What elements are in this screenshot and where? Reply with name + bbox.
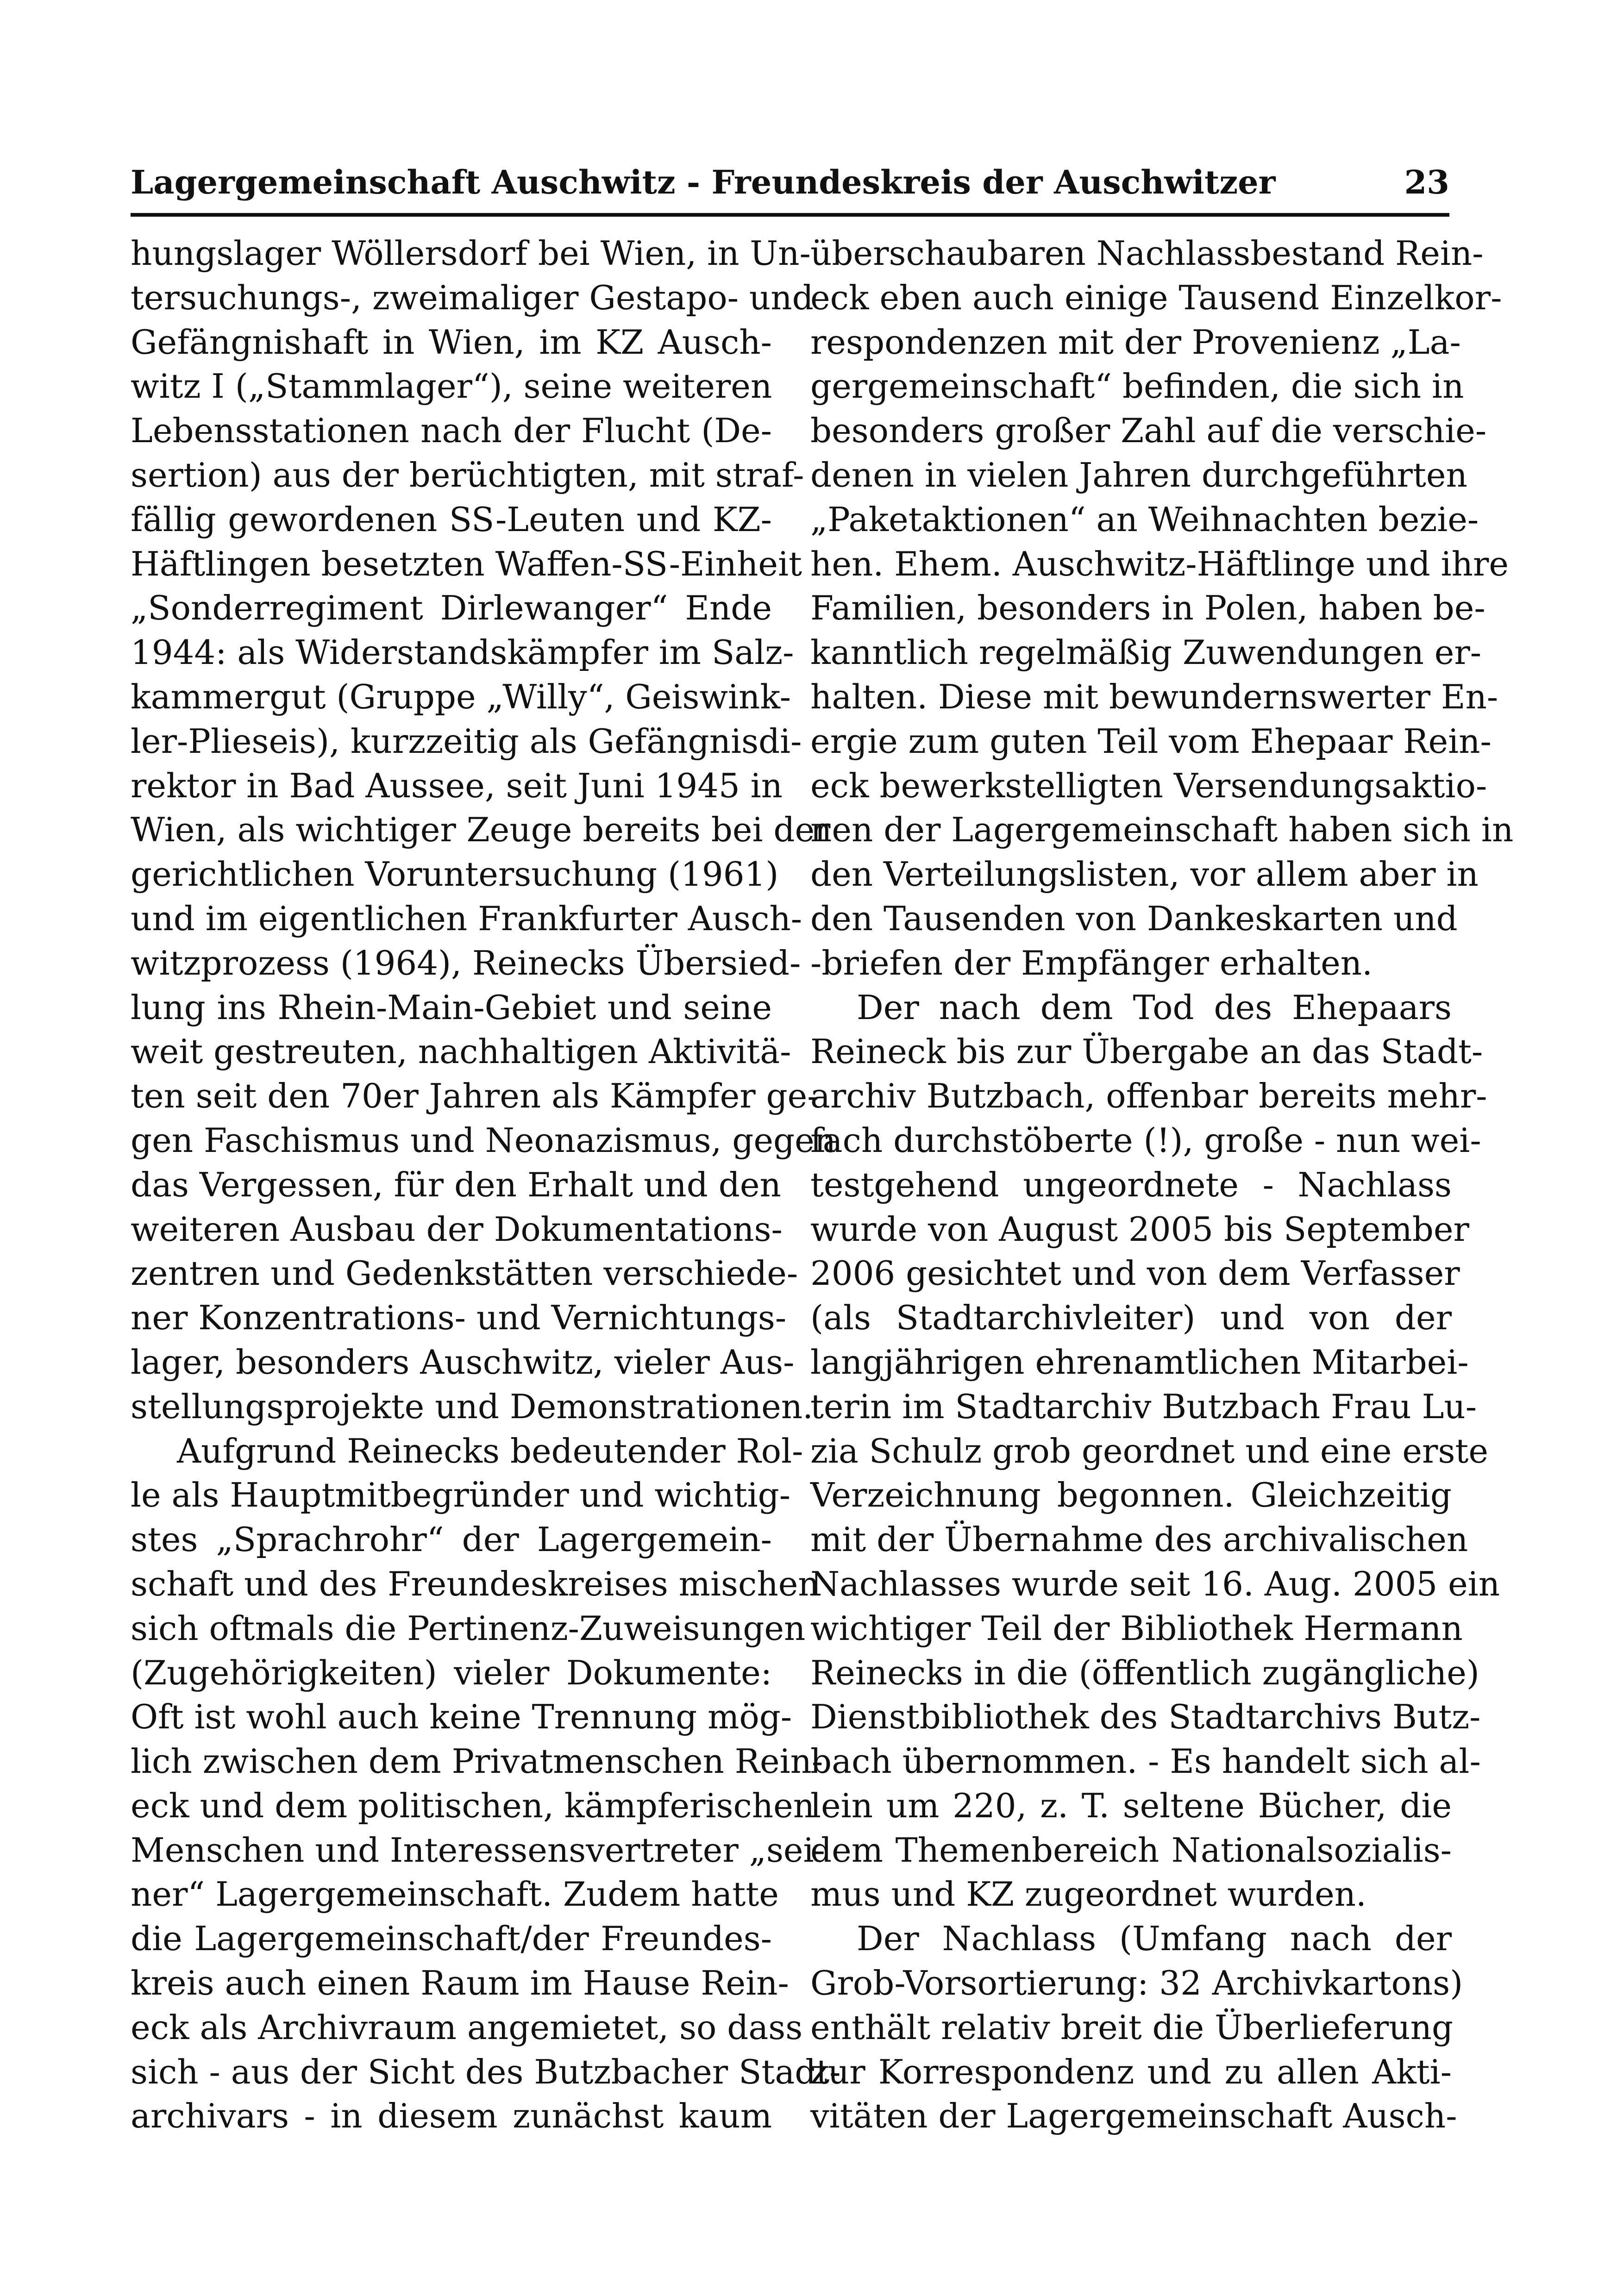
text-line: zentren und Gedenkstätten verschiede- xyxy=(131,1254,798,1293)
text-line: witzprozess (1964), Reinecks Übersied- xyxy=(131,943,801,982)
header-title: Lagergemeinschaft Auschwitz - Freundeskreis der Auschwitzer xyxy=(131,163,1276,201)
running-header xyxy=(131,153,1449,217)
text-line: lung ins Rhein-Main-Gebiet und seine xyxy=(131,988,772,1027)
text-line: denen in vielen Jahren durchgeführten xyxy=(810,455,1467,494)
text-line: Dienstbibliothek des Stadtarchivs Butz- xyxy=(810,1697,1481,1737)
text-line: weiteren Ausbau der Dokumentations- xyxy=(131,1209,783,1249)
text-line: testgehend ungeordnete - Nachlass xyxy=(810,1165,1452,1204)
text-line: weit gestreuten, nachhaltigen Aktivitä- xyxy=(131,1032,791,1071)
text-line: hen. Ehem. Auschwitz-Häftlinge und ihre xyxy=(810,544,1509,583)
text-line: „Sonderregiment Dirlewanger“ Ende xyxy=(131,588,772,628)
text-line: sich - aus der Sicht des Butzbacher Stadt- xyxy=(131,2052,841,2091)
text-line: kammergut (Gruppe „Willy“, Geiswink- xyxy=(131,677,791,716)
text-line: eck als Archivraum angemietet, so dass xyxy=(131,2008,803,2047)
text-line: sertion) aus der berüchtigten, mit straf- xyxy=(131,455,804,494)
text-line: gerichtlichen Voruntersuchung (1961) xyxy=(131,855,779,894)
text-line: wurde von August 2005 bis September xyxy=(810,1209,1469,1249)
text-line: enthält relativ breit die Überlieferung xyxy=(810,2008,1454,2047)
text-line: 2006 gesichtet und von dem Verfasser xyxy=(810,1254,1460,1293)
text-line: terin im Stadtarchiv Butzbach Frau Lu- xyxy=(810,1387,1477,1426)
text-line: kreis auch einen Raum im Hause Rein- xyxy=(131,1964,789,2003)
text-line: Häftlingen besetzten Waffen-SS-Einheit xyxy=(131,544,802,583)
text-line: -briefen der Empfänger erhalten. xyxy=(810,943,1373,982)
text-line: Der Nachlass (Umfang nach der xyxy=(857,1919,1452,1958)
text-line: 1944: als Widerstandskämpfer im Salz- xyxy=(131,633,794,672)
text-line: dem Themenbereich Nationalsozialis- xyxy=(810,1830,1452,1870)
text-line: Menschen und Interessensvertreter „sei- xyxy=(131,1830,825,1870)
text-line: archivars - in diesem zunächst kaum xyxy=(131,2096,772,2136)
text-line: lein um 220, z. T. seltene Bücher, die xyxy=(810,1786,1452,1825)
text-line: gen Faschismus und Neonazismus, gegen xyxy=(131,1120,836,1160)
text-line: wichtiger Teil der Bibliothek Hermann xyxy=(810,1608,1463,1648)
text-line: ner“ Lagergemeinschaft. Zudem hatte xyxy=(131,1875,779,1914)
text-line: schaft und des Freundeskreises mischen xyxy=(131,1564,820,1603)
text-line: ten seit den 70er Jahren als Kämpfer ge- xyxy=(131,1076,819,1116)
text-line: Nachlasses wurde seit 16. Aug. 2005 ein xyxy=(810,1564,1500,1603)
text-line: vitäten der Lagergemeinschaft Ausch- xyxy=(810,2096,1457,2136)
text-line: „Paketaktionen“ an Weihnachten bezie- xyxy=(810,500,1479,539)
text-line: Reineck bis zur Übergabe an das Stadt- xyxy=(810,1032,1483,1071)
text-line: le als Hauptmitbegründer und wichtig- xyxy=(131,1476,791,1515)
text-line: mit der Übernahme des archivalischen xyxy=(810,1520,1468,1559)
text-line: rektor in Bad Aussee, seit Juni 1945 in xyxy=(131,766,783,805)
text-line: die Lagergemeinschaft/der Freundes- xyxy=(131,1919,772,1958)
text-line: sich oftmals die Pertinenz-Zuweisungen xyxy=(131,1608,806,1648)
text-line: stes „Sprachrohr“ der Lagergemein- xyxy=(131,1520,772,1559)
text-line: eck und dem politischen, kämpferischen xyxy=(131,1786,815,1825)
text-line: (Zugehörigkeiten) vieler Dokumente: xyxy=(131,1653,772,1692)
text-line: kanntlich regelmäßig Zuwendungen er- xyxy=(810,633,1482,672)
text-line: Familien, besonders in Polen, haben be- xyxy=(810,588,1485,628)
text-line: und im eigentlichen Frankfurter Ausch- xyxy=(131,899,802,938)
text-line: Lebensstationen nach der Flucht (De- xyxy=(131,411,772,450)
text-line: zia Schulz grob geordnet und eine erste xyxy=(810,1431,1488,1470)
text-line: (als Stadtarchivleiter) und von der xyxy=(810,1298,1452,1338)
text-line: Oft ist wohl auch keine Trennung mög- xyxy=(131,1697,792,1737)
text-line: eck bewerkstelligten Versendungsaktio- xyxy=(810,766,1487,805)
text-line: lager, besonders Auschwitz, vieler Aus- xyxy=(131,1342,795,1382)
text-line: fällig gewordenen SS-Leuten und KZ- xyxy=(131,500,772,539)
text-line: ergie zum guten Teil vom Ehepaar Rein- xyxy=(810,721,1492,761)
text-line: Aufgrund Reinecks bedeutender Rol- xyxy=(177,1431,803,1470)
text-line: Verzeichnung begonnen. Gleichzeitig xyxy=(810,1476,1452,1515)
right-text-column xyxy=(810,231,1514,2139)
text-line: ner Konzentrations- und Vernichtungs- xyxy=(131,1298,787,1338)
text-line: hungslager Wöllersdorf bei Wien, in Un- xyxy=(131,234,811,273)
text-line: nen der Lagergemeinschaft haben sich in xyxy=(810,810,1514,850)
text-line: überschaubaren Nachlassbestand Rein- xyxy=(810,234,1484,273)
text-line: Grob-Vorsortierung: 32 Archivkartons) xyxy=(810,1964,1463,2003)
text-line: respondenzen mit der Provenienz „La- xyxy=(810,322,1461,362)
text-line: Gefängnishaft in Wien, im KZ Ausch- xyxy=(131,322,772,362)
text-line: den Tausenden von Dankeskarten und xyxy=(810,899,1458,938)
text-line: zur Korrespondenz und zu allen Akti- xyxy=(810,2052,1452,2091)
text-line: den Verteilungslisten, vor allem aber in xyxy=(810,855,1479,894)
text-line: lich zwischen dem Privatmenschen Rein- xyxy=(131,1742,823,1781)
text-line: das Vergessen, für den Erhalt und den xyxy=(131,1165,781,1204)
text-line: archiv Butzbach, offenbar bereits mehr- xyxy=(810,1076,1487,1116)
text-line: eck eben auch einige Tausend Einzelkor- xyxy=(810,278,1502,317)
left-text-column xyxy=(131,231,841,2139)
text-line: fach durchstöberte (!), große - nun wei- xyxy=(810,1120,1481,1160)
text-line: bach übernommen. - Es handelt sich al- xyxy=(810,1742,1481,1781)
page-number: 23 xyxy=(1404,163,1449,201)
text-line: mus und KZ zugeordnet wurden. xyxy=(810,1875,1366,1914)
text-line: Reinecks in die (öffentlich zugängliche) xyxy=(810,1653,1479,1692)
text-line: gergemeinschaft“ befinden, die sich in xyxy=(810,367,1464,406)
text-line: tersuchungs-, zweimaliger Gestapo- und xyxy=(131,278,814,317)
text-line: Wien, als wichtiger Zeuge bereits bei der xyxy=(131,810,831,850)
text-line: stellungsprojekte und Demonstrationen. xyxy=(131,1387,813,1426)
text-line: ler-Plieseis), kurzzeitig als Gefängnisdi- xyxy=(131,721,802,761)
text-line: witz I („Stammlager“), seine weiteren xyxy=(131,367,772,406)
text-line: Der nach dem Tod des Ehepaars xyxy=(857,988,1452,1027)
text-line: halten. Diese mit bewundernswerter En- xyxy=(810,677,1498,716)
text-line: besonders großer Zahl auf die verschie- xyxy=(810,411,1487,450)
text-line: langjährigen ehrenamtlichen Mitarbei- xyxy=(810,1342,1469,1382)
